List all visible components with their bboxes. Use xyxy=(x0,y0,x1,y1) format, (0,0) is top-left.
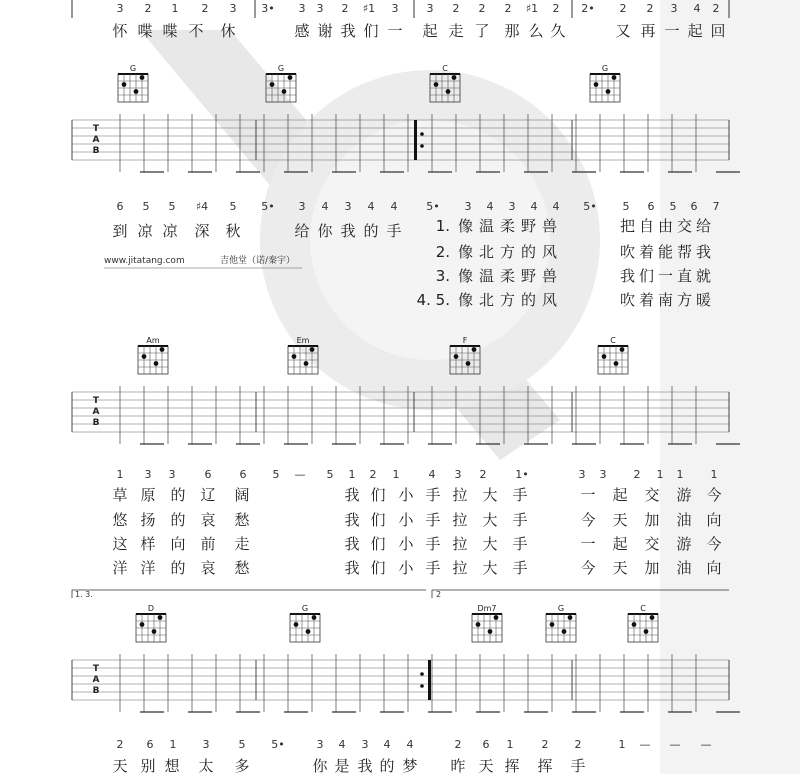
finger-dot xyxy=(434,82,439,87)
jianpu-note: 3 xyxy=(144,468,152,481)
finger-dot xyxy=(488,629,493,634)
lyric-char: 起 xyxy=(612,535,628,553)
finger-dot xyxy=(288,75,293,80)
jianpu-note: 4 xyxy=(338,738,346,751)
chord-name: G xyxy=(601,64,609,73)
lyric-char: 再 xyxy=(640,22,656,40)
jianpu-note: — xyxy=(639,738,651,751)
lyric-char: 一 xyxy=(580,535,596,553)
jianpu-note: 3 xyxy=(391,2,399,15)
repeat-dot xyxy=(420,144,424,148)
chord-diagram xyxy=(472,604,502,642)
jianpu-note: 6 xyxy=(116,200,124,213)
jianpu-note: 4 xyxy=(486,200,494,213)
jianpu-note: 4 xyxy=(552,200,560,213)
jianpu-note: 1 xyxy=(169,738,177,751)
lyric-char: 今 xyxy=(580,511,596,529)
jianpu-note: 3 xyxy=(344,200,352,213)
lyric-char: 谢 xyxy=(317,22,333,40)
lyric-char: 手 xyxy=(512,535,528,553)
jianpu-note: 2 xyxy=(646,2,654,15)
lyric-char: 太 xyxy=(198,757,214,774)
jianpu-note: 3 xyxy=(298,2,306,15)
finger-dot xyxy=(152,629,157,634)
jianpu-note: 5 xyxy=(272,468,280,481)
verse-number: 1. xyxy=(435,217,450,235)
jianpu-note: 3 xyxy=(229,2,237,15)
finger-dot xyxy=(472,347,477,352)
lyric-char: 辽 xyxy=(200,486,216,504)
lyric-char: 向 xyxy=(706,511,722,529)
chord-name: Am xyxy=(146,336,160,345)
jianpu-note: 2 xyxy=(454,738,462,751)
chord-name: G xyxy=(557,604,565,613)
verse-phrase: 像北方的风 xyxy=(458,291,564,309)
chord-diagram xyxy=(546,604,576,642)
chord-name: Em xyxy=(296,336,310,345)
verse-phrase: 像温柔野兽 xyxy=(458,217,564,235)
lyric-char: 游 xyxy=(676,535,692,553)
finger-dot xyxy=(122,82,127,87)
jianpu-note: 4 xyxy=(390,200,398,213)
lyric-char: 挥 xyxy=(504,757,520,774)
lyric-char: 别 xyxy=(140,757,156,774)
chord-name: C xyxy=(442,64,448,73)
finger-dot xyxy=(446,89,451,94)
lyric-char: 今 xyxy=(706,486,722,504)
lyric-char: 油 xyxy=(676,511,692,529)
jianpu-note: 5 xyxy=(669,200,677,213)
jianpu-note: 4 xyxy=(428,468,436,481)
lyric-char: 喋 xyxy=(137,22,153,40)
lyric-char: 手 xyxy=(425,511,441,529)
jianpu-note: 5 xyxy=(168,200,176,213)
lyric-char: 手 xyxy=(512,559,528,577)
jianpu-note: 2 xyxy=(633,468,641,481)
tab-clef-letter: A xyxy=(92,407,100,417)
lyric-char: 小 xyxy=(398,559,414,577)
jianpu-note: 1 xyxy=(506,738,514,751)
lyric-char: 天 xyxy=(112,757,128,774)
jianpu-note: 4 xyxy=(406,738,414,751)
jianpu-note: 6 xyxy=(482,738,490,751)
jianpu-note: 4 xyxy=(530,200,538,213)
chord-diagram xyxy=(136,604,166,642)
finger-dot xyxy=(452,75,457,80)
tab-clef-letter: A xyxy=(92,135,100,145)
finger-dot xyxy=(612,75,617,80)
lyric-char: 一 xyxy=(664,22,680,40)
jianpu-note: — xyxy=(669,738,681,751)
jianpu-note: 2 xyxy=(619,2,627,15)
jianpu-note: 5 xyxy=(326,468,334,481)
lyric-char: 到 xyxy=(112,222,128,240)
finger-dot xyxy=(140,75,145,80)
site-brand: 吉他堂（诺/秦宇） xyxy=(220,256,296,266)
lyric-char: 手 xyxy=(425,535,441,553)
finger-dot xyxy=(160,347,165,352)
lyric-char: 走 xyxy=(234,535,250,553)
lyric-char: 我 xyxy=(344,559,360,577)
jianpu-note: 5 xyxy=(142,200,150,213)
lyric-char: 哀 xyxy=(200,511,216,529)
lyric-char: 们 xyxy=(370,535,386,553)
jianpu-note: 5• xyxy=(271,738,285,751)
jianpu-note: — xyxy=(294,468,306,481)
lyric-char: 原 xyxy=(140,486,156,504)
lyric-char: 我 xyxy=(357,757,373,774)
finger-dot xyxy=(594,82,599,87)
jianpu-note: 1 xyxy=(618,738,626,751)
lyric-char: 我 xyxy=(340,222,356,240)
jianpu-note: 7 xyxy=(712,200,720,213)
chord-name: G xyxy=(129,64,137,73)
finger-dot xyxy=(270,82,275,87)
jianpu-note: 1 xyxy=(676,468,684,481)
finger-dot xyxy=(140,622,145,627)
lyric-char: 深 xyxy=(194,222,210,240)
jianpu-note: 3 xyxy=(464,200,472,213)
lyric-char: 走 xyxy=(448,22,464,40)
jianpu-note: 2 xyxy=(574,738,582,751)
lyric-char: 凉 xyxy=(137,222,153,240)
verse-phrase: 吹着能帮我 xyxy=(620,243,716,261)
jianpu-note: 3 xyxy=(670,2,678,15)
jianpu-note: 2 xyxy=(712,2,720,15)
jianpu-note: 3• xyxy=(261,2,275,15)
guitar-watermark xyxy=(140,0,800,774)
lyric-char: 样 xyxy=(140,535,156,553)
lyric-char: 拉 xyxy=(452,535,468,553)
lyric-char: 向 xyxy=(706,559,722,577)
jianpu-note: 3 xyxy=(298,200,306,213)
lyric-char: 不 xyxy=(188,22,204,40)
lyric-char: 交 xyxy=(644,486,660,504)
lyric-char: 们 xyxy=(370,559,386,577)
lyric-char: 拉 xyxy=(452,511,468,529)
verse-phrase: 我们一直就 xyxy=(620,267,716,285)
finger-dot xyxy=(602,354,607,359)
finger-dot xyxy=(550,622,555,627)
jianpu-note: 2 xyxy=(144,2,152,15)
chord-name: G xyxy=(277,64,285,73)
jianpu-note: 2 xyxy=(479,468,487,481)
jianpu-note: 5 xyxy=(229,200,237,213)
jianpu-note: 6 xyxy=(146,738,154,751)
lyric-char: 手 xyxy=(570,757,586,774)
finger-dot xyxy=(644,629,649,634)
lyric-char: 给 xyxy=(294,222,310,240)
lyric-char: 的 xyxy=(170,559,186,577)
lyric-char: 洋 xyxy=(140,559,156,577)
verse-number: 2. xyxy=(435,243,450,261)
lyric-char: 休 xyxy=(220,22,236,40)
lyric-char: 你 xyxy=(317,222,333,240)
jianpu-note: 6 xyxy=(690,200,698,213)
finger-dot xyxy=(154,361,159,366)
jianpu-note: 2 xyxy=(341,2,349,15)
jianpu-note: 3 xyxy=(168,468,176,481)
jianpu-note: 3 xyxy=(508,200,516,213)
lyric-char: 梦 xyxy=(402,757,418,774)
end-repeat-bar xyxy=(428,660,431,700)
jianpu-note: 1 xyxy=(392,468,400,481)
tab-clef-letter: T xyxy=(92,664,100,674)
jianpu-note: 2 xyxy=(478,2,486,15)
chord-name: C xyxy=(640,604,646,613)
tab-clef-letter: B xyxy=(92,418,100,428)
lyric-char: 天 xyxy=(612,559,628,577)
jianpu-note: 2 xyxy=(541,738,549,751)
jianpu-note: ♯4 xyxy=(195,200,209,213)
lyric-char: 今 xyxy=(706,535,722,553)
jianpu-note: 2 xyxy=(116,738,124,751)
finger-dot xyxy=(158,615,163,620)
volta-1: 1. 3. xyxy=(75,590,93,599)
lyric-char: 今 xyxy=(580,559,596,577)
jianpu-note: 1 xyxy=(116,468,124,481)
finger-dot xyxy=(614,361,619,366)
lyric-char: 大 xyxy=(482,559,498,577)
lyric-char: 手 xyxy=(425,486,441,504)
finger-dot xyxy=(282,89,287,94)
chord-diagram xyxy=(598,336,628,374)
lyric-char: 了 xyxy=(474,22,490,40)
lyric-char: 我 xyxy=(344,486,360,504)
lyric-char: 手 xyxy=(512,511,528,529)
lyric-char: 这 xyxy=(112,535,128,553)
finger-dot xyxy=(466,361,471,366)
lyric-char: 秋 xyxy=(225,222,241,240)
volta-2: 2 xyxy=(436,590,442,599)
jianpu-note: 3 xyxy=(426,2,434,15)
finger-dot xyxy=(134,89,139,94)
lyric-char: 久 xyxy=(550,22,566,40)
lyric-char: 向 xyxy=(170,535,186,553)
jianpu-note: 3 xyxy=(316,2,324,15)
lyric-char: 悠 xyxy=(112,511,128,529)
jianpu-note: 1 xyxy=(656,468,664,481)
lyric-char: 拉 xyxy=(452,559,468,577)
repeat-dot xyxy=(420,132,424,136)
jianpu-note: 1 xyxy=(171,2,179,15)
finger-dot xyxy=(312,615,317,620)
lyric-char: 起 xyxy=(612,486,628,504)
finger-dot xyxy=(292,354,297,359)
lyric-char: 怀 xyxy=(112,22,128,40)
jianpu-note: 3 xyxy=(599,468,607,481)
jianpu-note: 3 xyxy=(361,738,369,751)
lyric-char: 手 xyxy=(512,486,528,504)
chord-name: G xyxy=(301,604,309,613)
verse-phrase: 像北方的风 xyxy=(458,243,564,261)
finger-dot xyxy=(620,347,625,352)
lyric-char: 回 xyxy=(710,22,726,40)
lyric-char: 们 xyxy=(370,486,386,504)
lyric-char: 我 xyxy=(344,535,360,553)
jianpu-note: 5• xyxy=(426,200,440,213)
lyric-char: 洋 xyxy=(112,559,128,577)
jianpu-note: 2 xyxy=(452,2,460,15)
finger-dot xyxy=(650,615,655,620)
lyric-char: 手 xyxy=(425,559,441,577)
lyric-char: 又 xyxy=(615,22,631,40)
lyric-char: 手 xyxy=(386,222,402,240)
jianpu-note: 4 xyxy=(693,2,701,15)
finger-dot xyxy=(310,347,315,352)
lyric-char: 前 xyxy=(200,535,216,553)
lyric-char: 的 xyxy=(363,222,379,240)
verse-number: 4. 5. xyxy=(416,291,450,309)
lyric-char: 那 xyxy=(504,22,520,40)
chord-diagram xyxy=(290,604,320,642)
lyric-char: 喋 xyxy=(162,22,178,40)
chord-diagram xyxy=(628,604,658,642)
lyric-char: 们 xyxy=(363,22,379,40)
jianpu-note: 5 xyxy=(238,738,246,751)
lyric-char: 昨 xyxy=(450,757,466,774)
jianpu-note: 2• xyxy=(581,2,595,15)
lyric-char: 起 xyxy=(687,22,703,40)
jianpu-note: 3 xyxy=(116,2,124,15)
finger-dot xyxy=(306,629,311,634)
finger-dot xyxy=(562,629,567,634)
jianpu-note: 4 xyxy=(383,738,391,751)
lyric-char: 阔 xyxy=(234,486,250,504)
chord-diagram xyxy=(590,64,620,102)
chord-name: C xyxy=(610,336,616,345)
chord-name: D xyxy=(147,604,155,613)
finger-dot xyxy=(454,354,459,359)
lyric-char: 扬 xyxy=(140,511,156,529)
lyric-char: 我 xyxy=(344,511,360,529)
lyric-char: 多 xyxy=(234,757,250,774)
lyric-char: 想 xyxy=(164,757,180,774)
chord-name: F xyxy=(462,336,468,345)
lyric-char: 是 xyxy=(334,757,350,774)
lyric-char: 小 xyxy=(398,486,414,504)
lyric-char: 大 xyxy=(482,535,498,553)
jianpu-note: 5 xyxy=(622,200,630,213)
lyric-char: 加 xyxy=(644,511,660,529)
finger-dot xyxy=(476,622,481,627)
jianpu-note: 1 xyxy=(710,468,718,481)
jianpu-note: 5• xyxy=(261,200,275,213)
lyric-char: 天 xyxy=(612,511,628,529)
lyric-char: 凉 xyxy=(162,222,178,240)
finger-dot xyxy=(632,622,637,627)
verse-phrase: 把自由交给 xyxy=(620,217,716,235)
lyric-char: 哀 xyxy=(200,559,216,577)
tab-clef-letter: B xyxy=(92,686,100,696)
lyric-char: 愁 xyxy=(234,511,250,529)
lyric-char: 天 xyxy=(478,757,494,774)
lyric-char: 油 xyxy=(676,559,692,577)
lyric-char: 草 xyxy=(112,486,128,504)
repeat-dot xyxy=(420,684,424,688)
lyric-char: 加 xyxy=(644,559,660,577)
repeat-dot xyxy=(420,672,424,676)
lyric-char: 游 xyxy=(676,486,692,504)
lyric-char: 大 xyxy=(482,486,498,504)
tab-clef-letter: T xyxy=(92,396,100,406)
verse-number: 3. xyxy=(435,267,450,285)
jianpu-note: 2 xyxy=(504,2,512,15)
lyric-char: 你 xyxy=(312,757,328,774)
jianpu-note: 2 xyxy=(201,2,209,15)
jianpu-note: 3 xyxy=(316,738,324,751)
site-label: www.jitatang.com xyxy=(104,256,185,266)
verse-phrase: 吹着南方暖 xyxy=(620,291,716,309)
lyric-char: 愁 xyxy=(234,559,250,577)
jianpu-note: 3 xyxy=(578,468,586,481)
finger-dot xyxy=(142,354,147,359)
jianpu-note: 3 xyxy=(454,468,462,481)
lyric-char: 起 xyxy=(422,22,438,40)
jianpu-note: 2 xyxy=(552,2,560,15)
jianpu-note: 6 xyxy=(647,200,655,213)
jianpu-note: 1 xyxy=(348,468,356,481)
lyric-char: 的 xyxy=(379,757,395,774)
lyric-char: 挥 xyxy=(537,757,553,774)
jianpu-note: 4 xyxy=(321,200,329,213)
jianpu-note: — xyxy=(700,738,712,751)
jianpu-note: 6 xyxy=(204,468,212,481)
jianpu-note: 1• xyxy=(515,468,529,481)
jianpu-note: ♯1 xyxy=(525,2,539,15)
lyric-char: 么 xyxy=(528,22,544,40)
chord-name: Dm7 xyxy=(477,604,497,613)
tab-clef-letter: A xyxy=(92,675,100,685)
tab-clef-letter: B xyxy=(92,146,100,156)
chord-diagram xyxy=(118,64,148,102)
finger-dot xyxy=(294,622,299,627)
lyric-char: 小 xyxy=(398,511,414,529)
jianpu-note: 5• xyxy=(583,200,597,213)
lyric-char: 的 xyxy=(170,511,186,529)
jianpu-note: 4 xyxy=(367,200,375,213)
lyric-char: 一 xyxy=(387,22,403,40)
lyric-char: 们 xyxy=(370,511,386,529)
jianpu-note: ♯1 xyxy=(362,2,376,15)
lyric-char: 一 xyxy=(580,486,596,504)
finger-dot xyxy=(568,615,573,620)
finger-dot xyxy=(606,89,611,94)
chord-diagram xyxy=(138,336,168,374)
finger-dot xyxy=(304,361,309,366)
repeat-bar xyxy=(414,120,417,160)
lyric-char: 大 xyxy=(482,511,498,529)
lyric-char: 交 xyxy=(644,535,660,553)
jianpu-note: 3 xyxy=(202,738,210,751)
verse-phrase: 像温柔野兽 xyxy=(458,267,564,285)
lyric-char: 拉 xyxy=(452,486,468,504)
volta-brackets xyxy=(72,590,729,598)
finger-dot xyxy=(494,615,499,620)
lyric-char: 小 xyxy=(398,535,414,553)
lyric-char: 我 xyxy=(340,22,356,40)
tab-clef-letter: T xyxy=(92,124,100,134)
lyric-char: 感 xyxy=(294,22,310,40)
lyric-char: 的 xyxy=(170,486,186,504)
jianpu-note: 2 xyxy=(369,468,377,481)
jianpu-note: 6 xyxy=(239,468,247,481)
